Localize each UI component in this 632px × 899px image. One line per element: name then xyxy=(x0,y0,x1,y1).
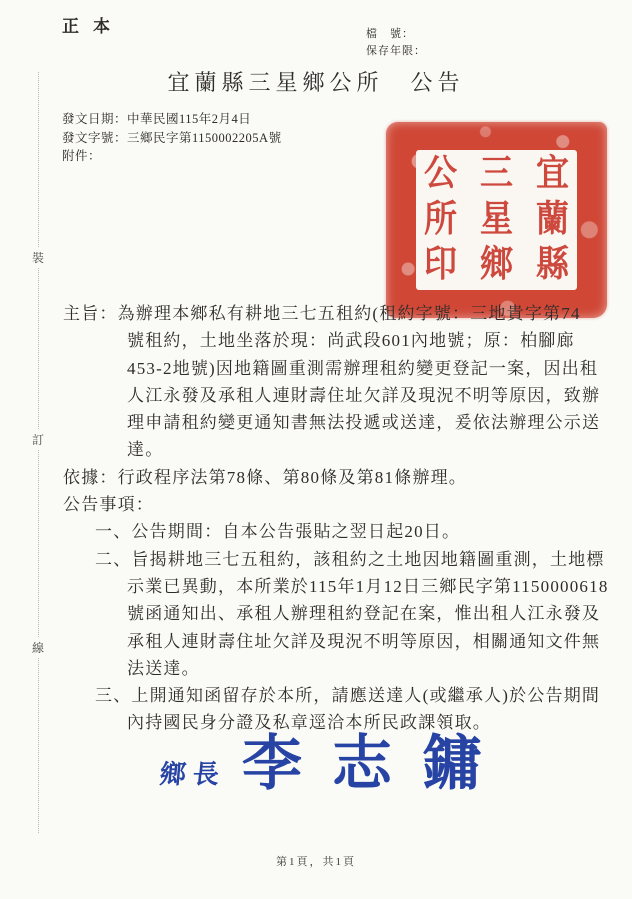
body-line: 法送達。 xyxy=(127,658,200,678)
body-line: 達。 xyxy=(127,440,164,460)
binding-mark: 訂 xyxy=(32,430,44,449)
seal-character: 所 xyxy=(424,199,457,240)
seal-character: 鄉 xyxy=(480,245,513,285)
signature-block xyxy=(160,728,512,800)
signature-title: 鄉長 xyxy=(158,759,228,789)
retention-label: 保存年限： xyxy=(366,45,426,57)
seal-character: 公 xyxy=(424,154,457,194)
body-lines xyxy=(63,300,609,737)
body-line: 三、上開通知函留存於本所，請應送達人(或繼承人)於公告期間 xyxy=(95,686,601,706)
seal-column xyxy=(424,154,457,285)
page-title: 宜蘭縣三星鄉公所 公告 xyxy=(167,70,465,95)
body-line: 453-2地號)因地籍圖重測需辦理租約變更登記一案，因出租 xyxy=(127,358,599,378)
seal-character: 星 xyxy=(480,199,513,240)
page-footer: 第1頁，共1頁 xyxy=(276,856,356,868)
seal-character: 三 xyxy=(480,154,513,194)
body-line: 主旨：為辦理本鄉私有耕地三七五租約(租約字號：三地貴字第74 xyxy=(63,304,581,323)
body-line: 理申請租約變更通知書無法投遞或送達，爰依法辦理公示送 xyxy=(127,413,601,433)
body-line: 人江永發及承租人連財壽住址欠詳及現況不明等原因，致辦 xyxy=(127,385,601,405)
body-line: 一、公告期間：自本公告張貼之翌日起20日。 xyxy=(95,522,461,542)
signature-name: 李志鏞 xyxy=(242,731,513,797)
issue-date: 發文日期：中華民國115年2月4日 xyxy=(62,112,252,126)
copy-label: 正本 xyxy=(62,17,124,36)
official-seal xyxy=(386,122,607,318)
body-line: 公告事項： xyxy=(63,495,154,515)
binding-mark: 裝 xyxy=(32,248,44,267)
file-no-label: 檔 號： xyxy=(366,28,414,40)
seal-column xyxy=(480,154,513,285)
seal-character: 宜 xyxy=(536,154,569,194)
body-line: 承租人連財壽住址欠詳及現況不明等原因，相關通知文件無 xyxy=(127,631,601,651)
binding-mark: 線 xyxy=(32,638,44,657)
seal-character: 蘭 xyxy=(536,199,569,240)
seal-characters xyxy=(424,154,569,285)
body-line: 號函通知出、承租人辦理租約登記在案，惟出租人江永發及 xyxy=(127,604,601,624)
body-line: 示業已異動，本所業於115年1月12日三鄉民字第1150000618 xyxy=(127,576,609,596)
binding-line xyxy=(32,72,45,833)
body-line: 二、旨揭耕地三七五租約，該租約之土地因地籍圖重測，土地標 xyxy=(95,549,605,569)
body-line: 號租約，土地坐落於現：尚武段601內地號；原：柏腳廊 xyxy=(127,331,575,351)
body-line: 內持國民身分證及私章逕洽本所民政課領取。 xyxy=(127,713,491,733)
meta-block xyxy=(62,110,282,166)
seal-column xyxy=(536,154,569,285)
body-line: 依據：行政程序法第78條、第80條及第81條辦理。 xyxy=(63,467,467,487)
file-number-block xyxy=(366,26,426,60)
seal-character: 印 xyxy=(424,245,457,285)
seal-character: 縣 xyxy=(536,245,569,285)
doc-number: 發文字號：三鄉民字第1150002205A號 xyxy=(62,130,282,145)
attachment-label: 附件： xyxy=(62,149,102,163)
